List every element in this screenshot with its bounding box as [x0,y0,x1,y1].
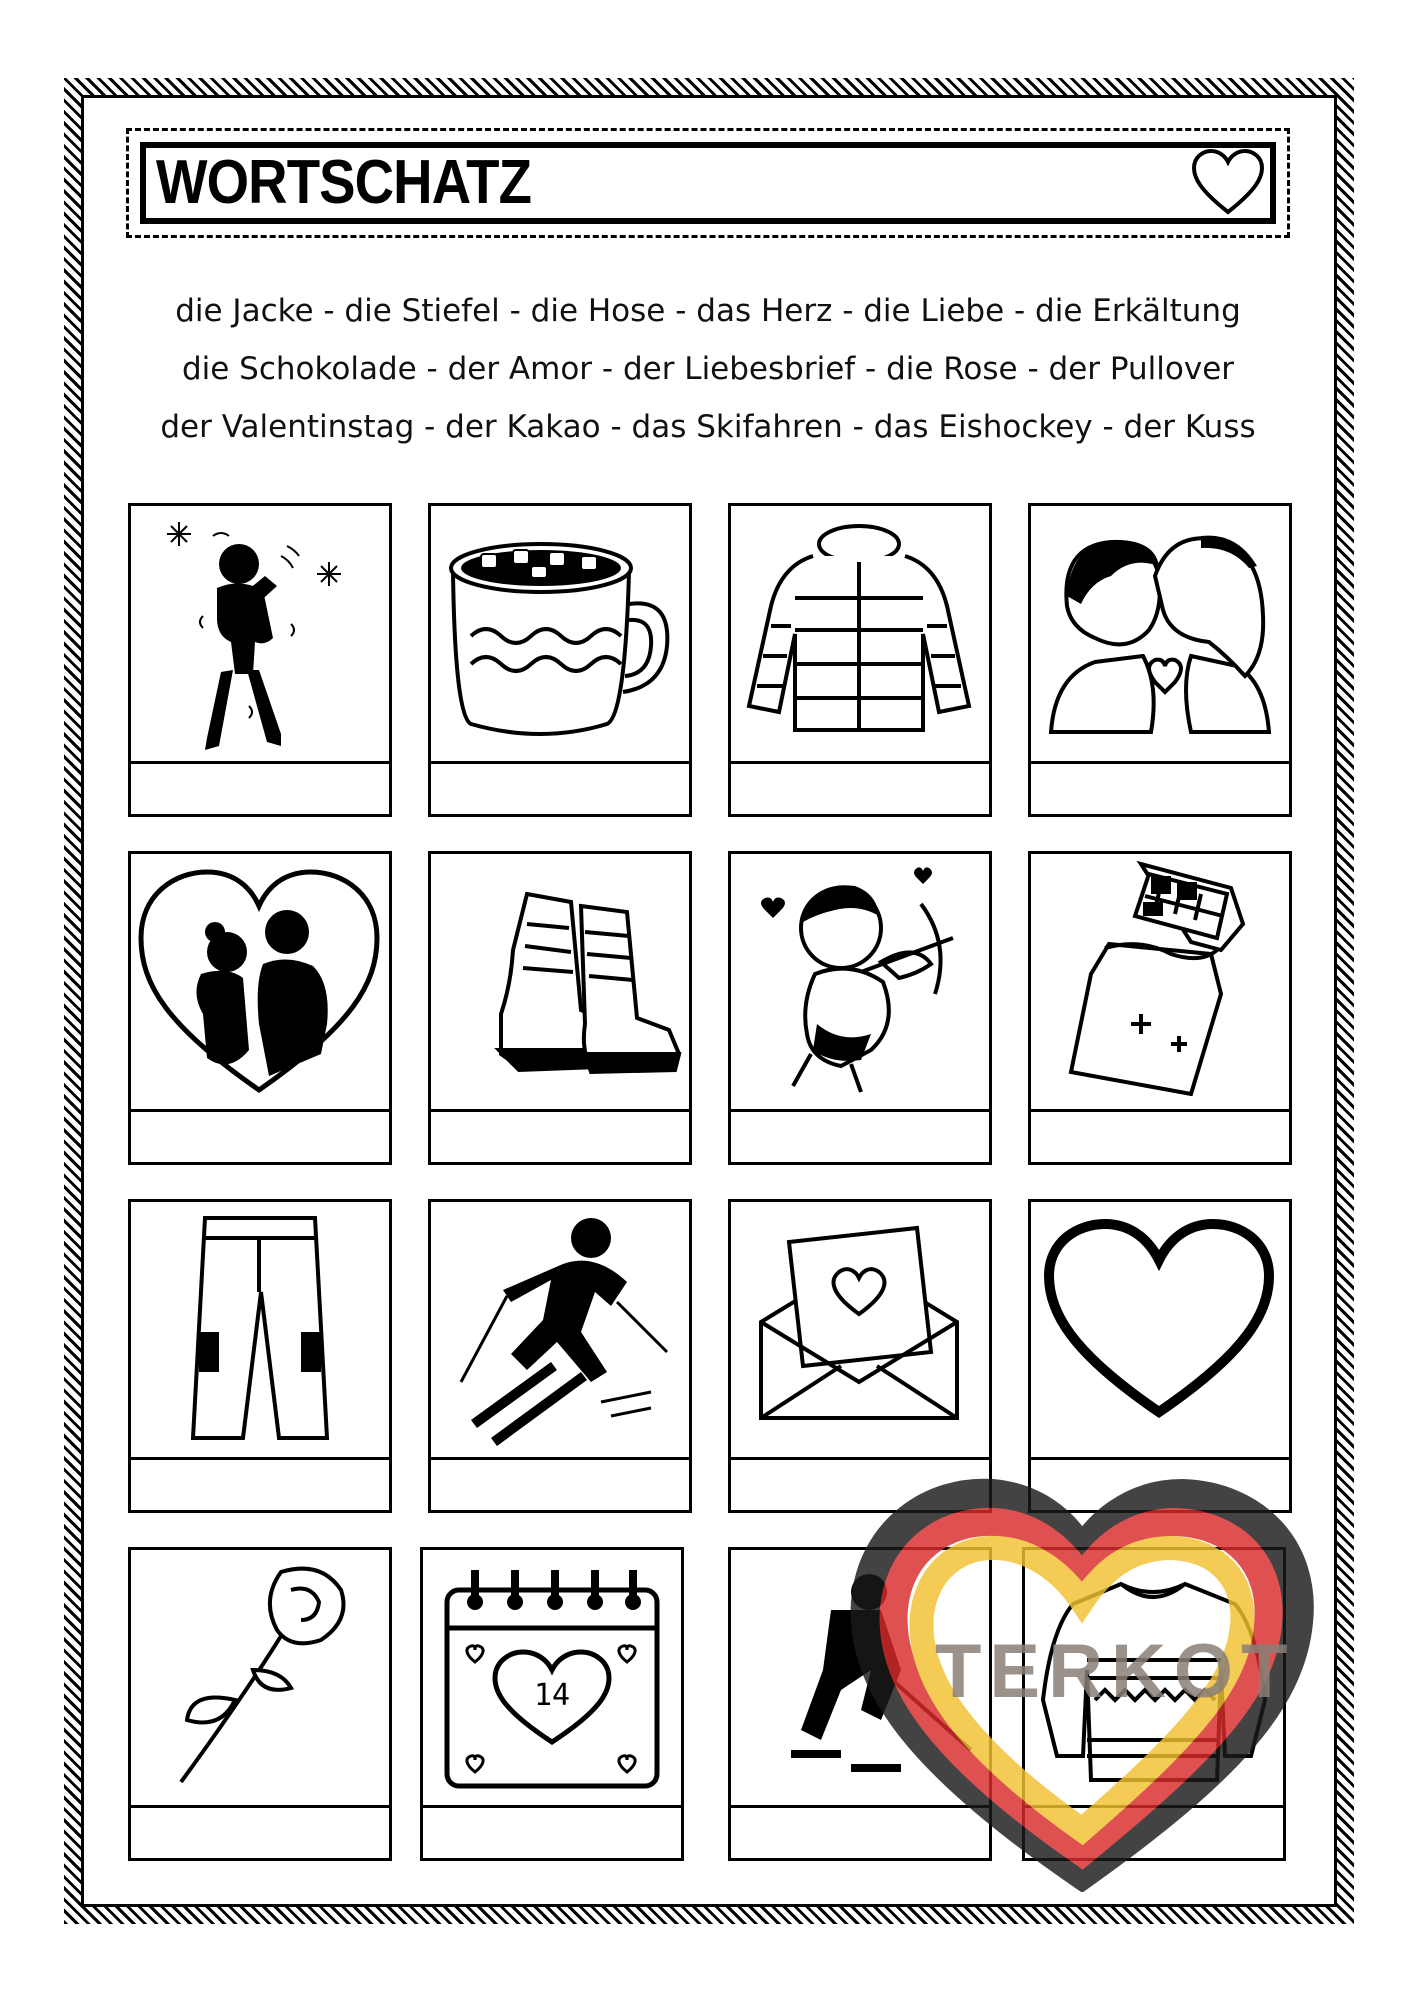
calendar-day-number: 14 [533,1678,571,1713]
answer-field[interactable] [431,761,689,814]
card-calendar [420,1547,684,1861]
answer-field[interactable] [431,1109,689,1162]
trousers-icon [131,1202,389,1460]
answer-field[interactable] [431,1457,689,1510]
card-trousers [128,1199,392,1513]
card-chocolate [1028,851,1292,1165]
word-bank-line: die Jacke - die Stiefel - die Hose - das Herz - die Liebe - die Erkältung [175,293,1241,329]
heart-icon [1031,1202,1289,1460]
answer-field[interactable] [731,761,989,814]
answer-field[interactable] [1031,761,1289,814]
answer-field[interactable] [1031,1109,1289,1162]
card-jacket [728,503,992,817]
puffer-jacket-icon [731,506,989,764]
page-title: WORTSCHATZ [156,148,532,217]
card-boots [428,851,692,1165]
answer-field[interactable] [131,1457,389,1510]
answer-field[interactable] [131,1805,389,1858]
card-love [128,851,392,1165]
word-bank [120,282,1296,456]
card-cocoa [428,503,692,817]
chocolate-bar-icon [1031,854,1289,1112]
answer-field[interactable] [731,1109,989,1162]
word-bank-line: der Valentinstag - der Kakao - das Skifahren - das Eishockey - der Kuss [160,409,1256,445]
rose-icon [131,1550,389,1808]
card-kiss [1028,503,1292,817]
sick-person-icon [131,506,389,764]
love-letter-icon [731,1202,989,1460]
card-skiing [428,1199,692,1513]
card-sick-person [128,503,392,817]
boots-icon [431,854,689,1112]
kissing-couple-icon [1031,506,1289,764]
heart-outline-icon [1190,148,1266,216]
word-bank-line: die Schokolade - der Amor - der Liebesbrief - die Rose - der Pullover [181,351,1235,387]
watermark-text: TERKOT [935,1629,1296,1714]
calendar-icon [423,1550,681,1808]
answer-field[interactable] [423,1805,681,1858]
card-cupid [728,851,992,1165]
cocoa-mug-icon [431,506,689,764]
cupid-icon [731,854,989,1112]
answer-field[interactable] [131,761,389,814]
couple-in-heart-icon [131,854,389,1112]
skier-icon [431,1202,689,1460]
card-rose [128,1547,392,1861]
answer-field[interactable] [131,1109,389,1162]
